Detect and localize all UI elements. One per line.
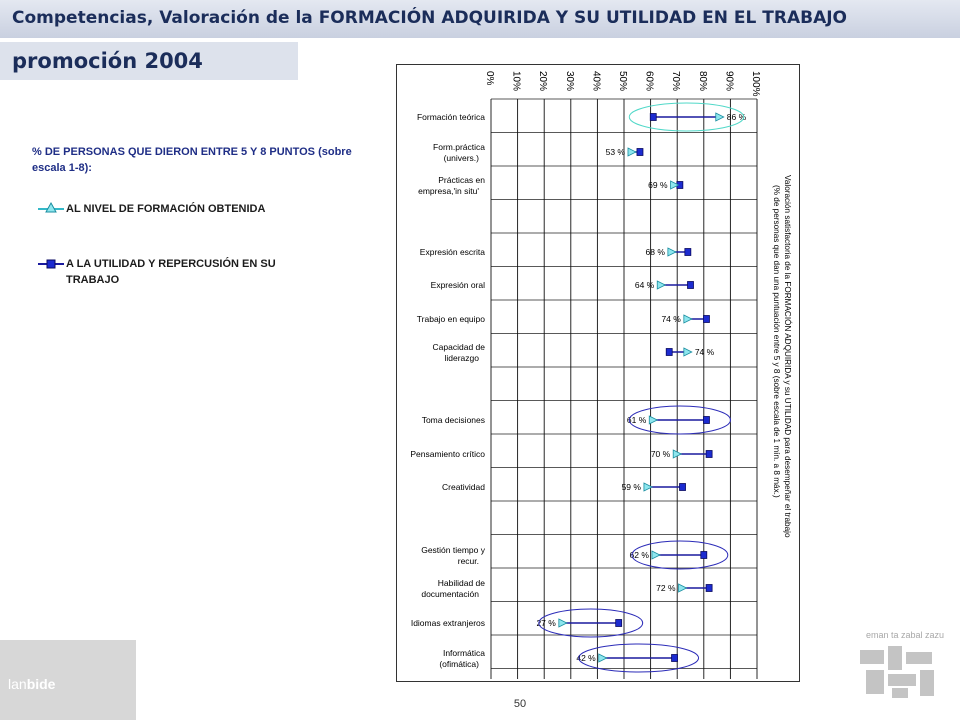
training-point [679,584,687,592]
data-label: 69 % [648,180,668,190]
data-label: 53 % [605,147,625,157]
data-label: 42 % [576,653,596,663]
x-tick-label: 100% [750,71,761,97]
utility-point [666,349,672,356]
x-tick-label: 60% [643,71,655,92]
utility-point [703,417,709,424]
x-tick-label: 20% [537,71,549,92]
training-point [684,348,692,356]
legend-label-utility: A LA UTILIDAD Y REPERCUSIÓN EN SU TRABAJO [66,258,276,286]
training-point [657,281,665,289]
page-title: Competencias, Valoración de la FORMACIÓN ADQUIRIDA Y SU UTILIDAD EN EL TRABAJO [12,8,848,28]
data-label: 74 % [694,347,715,357]
emblem-text: eman ta zabal zazu [865,630,945,640]
triangle-marker-icon [36,201,66,217]
x-tick-label: 90% [723,71,735,92]
logo-text-bide: bide [26,676,56,692]
utility-point [701,552,707,559]
category-label: Toma decisiones [421,415,485,425]
x-tick-label: 0% [484,71,495,86]
x-tick-label: 40% [590,71,602,92]
data-label: 86 % [726,112,747,122]
data-label: 74 % [661,314,681,324]
category-label: Idiomas extranjeros [410,618,485,628]
category-label: Creatividad [442,482,485,492]
utility-point [650,114,656,121]
data-label: 72 % [656,583,676,593]
x-tick-label: 80% [696,71,708,92]
training-point [668,248,676,256]
category-label: Form.práctica (univers.) [433,142,485,163]
chart-frame [396,64,800,682]
utility-point [680,484,686,491]
training-point [652,551,660,559]
category-label: Prácticas en empresa,'in situ' [418,175,485,196]
utility-point [703,316,709,323]
training-point [684,315,692,323]
training-point [628,148,636,156]
logo-text-lan: lan [8,676,27,692]
lanbide-logo [0,640,136,720]
utility-point [688,282,694,289]
category-label: Expresión oral [430,280,485,290]
training-point [559,619,567,627]
square-marker-icon [36,256,66,272]
utility-point [616,620,622,627]
page-subtitle: promoción 2004 [12,49,203,73]
data-label: 62 % [629,550,649,560]
utility-point [706,451,712,458]
training-point [649,416,657,424]
dot-chart [397,65,799,681]
training-point [599,654,607,662]
category-label: Capacidad de liderazgo [432,342,485,363]
data-label: 70 % [650,449,671,459]
data-label: 61 % [626,415,647,425]
utility-point [706,585,712,592]
category-label: Expresión escrita [419,247,485,257]
x-tick-label: 70% [670,71,682,92]
basque-government-emblem-icon [858,644,942,700]
data-label: 59 % [621,482,641,492]
category-label: Gestión tiempo y recur. [421,545,485,566]
utility-point [685,249,691,256]
utility-point [637,149,643,156]
legend-label-training: AL NIVEL DE FORMACIÓN OBTENIDA [66,203,266,215]
page-number: 50 [513,698,527,710]
category-label: Trabajo en equipo [416,314,485,324]
category-label: Formación teórica [416,112,485,122]
category-label: Pensamiento crítico [410,449,485,459]
data-label: 27 % [536,618,556,628]
x-tick-label: 30% [563,71,575,92]
training-point [716,113,724,121]
x-tick-label: 10% [510,71,522,92]
utility-point [672,655,678,662]
chart-description: % DE PERSONAS QUE DIERON ENTRE 5 Y 8 PUNTOS (sobre escala 1-8): [32,146,352,174]
side-caption: Valoración satisfactoria de la FORMACIÓN ADQUIRIDA y su UTILIDAD para desempeñar el trabajo(% de personas que dan una puntuación entre 5 y 8 (sobre escala de 1 mín. a 8 máx.) [772,175,792,538]
category-label: Habilidad de documentación [421,578,485,599]
data-label: 64 % [634,280,655,290]
category-label: Informática (ofimática) [439,648,485,669]
x-tick-label: 50% [617,71,628,92]
data-label: 68 % [645,247,665,257]
